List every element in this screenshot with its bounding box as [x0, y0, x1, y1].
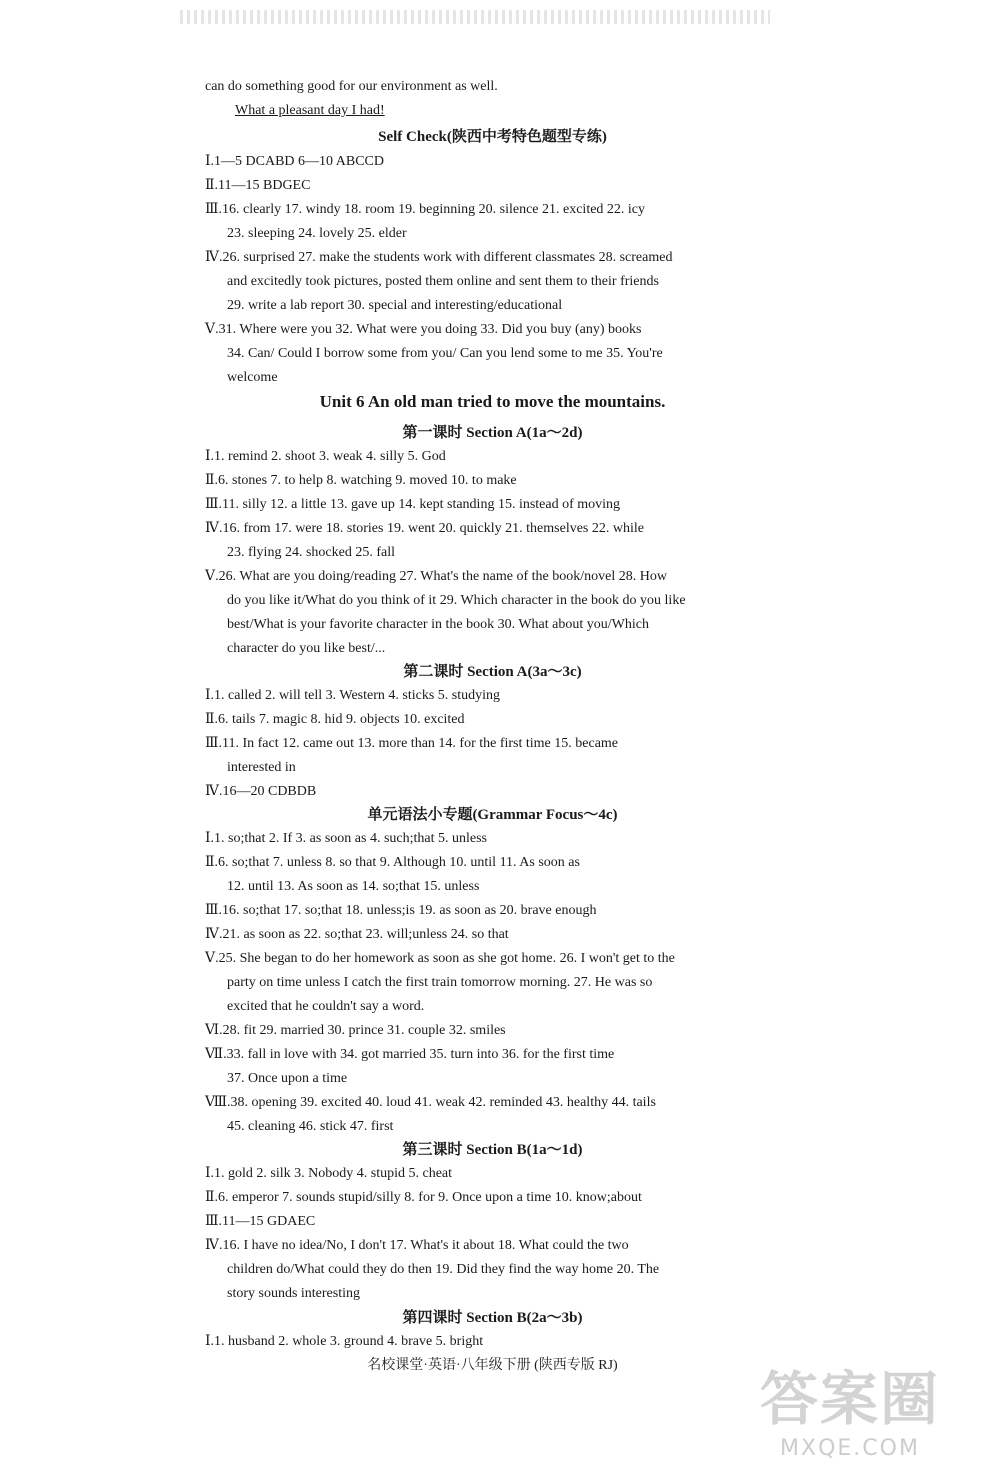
answer-line: Ⅰ.1—5 DCABD 6—10 ABCCD [205, 154, 384, 169]
answer-line: excited that he couldn't say a word. [227, 999, 425, 1014]
answer-line: Ⅳ.16—20 CDBDB [205, 784, 317, 799]
answer-line: Ⅲ.16. clearly 17. windy 18. room 19. beginning 20. silence 21. excited 22. icy [205, 202, 646, 217]
answer-line: and excitedly took pictures, posted them online and sent them to their friends [227, 274, 659, 289]
answer-line: 34. Can/ Could I borrow some from you/ Can you lend some to me 35. You're [227, 346, 663, 361]
self-check-title: Self Check(陕西中考特色题型专练) [378, 129, 607, 145]
watermark-url: MXQE.COM [780, 1436, 920, 1461]
lesson4-title: 第四课时 Section B(2a～3b) [402, 1310, 583, 1326]
answer-line: Ⅴ.26. What are you doing/reading 27. What's the name of the book/novel 28. How [205, 569, 667, 584]
answer-line: Ⅲ.11. In fact 12. came out 13. more than 14. for the first time 15. became [205, 736, 619, 751]
answer-line: Ⅲ.11. silly 12. a little 13. gave up 14. kept standing 15. instead of moving [205, 497, 621, 512]
answer-line: best/What is your favorite character in the book 30. What about you/Which [227, 617, 649, 632]
watermark [760, 1352, 940, 1461]
answer-line: Ⅰ.1. so;that 2. If 3. as soon as 4. such;that 5. unless [205, 831, 488, 846]
answer-line: children do/What could they do then 19. Did they find the way home 20. The [227, 1262, 660, 1277]
answer-line: Ⅳ.21. as soon as 22. so;that 23. will;unless 24. so that [205, 927, 509, 942]
answer-line: interested in [227, 760, 296, 775]
answer-line: Ⅴ.25. She began to do her homework as soon as she got home. 26. I won't get to the [205, 951, 675, 966]
answer-line: Ⅰ.1. remind 2. shoot 3. weak 4. silly 5. God [205, 449, 446, 464]
answer-line: Ⅵ.28. fit 29. married 30. prince 31. couple 32. smiles [205, 1023, 506, 1038]
answer-line: Ⅱ.6. emperor 7. sounds stupid/silly 8. for 9. Once upon a time 10. know;about [205, 1190, 642, 1205]
answer-line: Ⅰ.1. gold 2. silk 3. Nobody 4. stupid 5. cheat [205, 1166, 453, 1181]
lesson3-title: 第三课时 Section B(1a～1d) [402, 1142, 583, 1158]
answer-line: Ⅱ.6. so;that 7. unless 8. so that 9. Although 10. until 11. As soon as [205, 855, 580, 870]
answer-line: welcome [227, 370, 278, 385]
answer-line: Ⅶ.33. fall in love with 34. got married 35. turn into 36. for the first time [205, 1047, 615, 1062]
answer-line: 37. Once upon a time [227, 1071, 348, 1086]
answer-line: 29. write a lab report 30. special and interesting/educational [227, 298, 563, 313]
answer-line: Ⅷ.38. opening 39. excited 40. loud 41. weak 42. reminded 43. healthy 44. tails [205, 1095, 656, 1110]
answer-line: do you like it/What do you think of it 29. Which character in the book do you like [227, 593, 686, 608]
answer-line: Ⅱ.6. stones 7. to help 8. watching 9. moved 10. to make [205, 473, 517, 488]
unit-title: Unit 6 An old man tried to move the mountains. [319, 392, 666, 411]
answer-line: 23. sleeping 24. lovely 25. elder [227, 226, 407, 241]
lesson1-title: 第一课时 Section A(1a～2d) [402, 425, 583, 441]
scan-top-noise [180, 10, 770, 24]
watermark-brand: 答案圈 [759, 1365, 940, 1433]
answer-line: Ⅰ.1. husband 2. whole 3. ground 4. brave 5. bright [205, 1334, 484, 1349]
answer-line: Ⅲ.11—15 GDAEC [205, 1214, 316, 1229]
answer-line: Ⅱ.6. tails 7. magic 8. hid 9. objects 10. excited [205, 712, 465, 727]
answer-line: 23. flying 24. shocked 25. fall [227, 545, 395, 560]
answer-line: Ⅴ.31. Where were you 32. What were you doing 33. Did you buy (any) books [205, 322, 642, 337]
answer-line: 45. cleaning 46. stick 47. first [227, 1119, 394, 1134]
intro-line: can do something good for our environment as well. [205, 79, 498, 94]
answer-line: 12. until 13. As soon as 14. so;that 15. unless [227, 879, 480, 894]
lesson2-title: 第二课时 Section A(3a～3c) [403, 664, 582, 680]
answer-line: Ⅳ.16. I have no idea/No, I don't 17. What's it about 18. What could the two [205, 1238, 629, 1253]
answer-line: Ⅳ.26. surprised 27. make the students work with different classmates 28. screamed [205, 250, 673, 265]
answer-line: story sounds interesting [227, 1286, 360, 1301]
answer-line: character do you like best/... [227, 641, 386, 656]
answer-line: Ⅱ.11—15 BDGEC [205, 178, 311, 193]
grammar-title: 单元语法小专题(Grammar Focus～4c) [367, 807, 618, 823]
answer-line: Ⅰ.1. called 2. will tell 3. Western 4. sticks 5. studying [205, 688, 500, 703]
intro-line-underlined: What a pleasant day I had! [235, 103, 385, 118]
page-footer: 名校课堂·英语·八年级下册 (陕西专版 RJ) [367, 1358, 618, 1373]
answer-line: Ⅳ.16. from 17. were 18. stories 19. went 20. quickly 21. themselves 22. while [205, 521, 644, 536]
answer-line: Ⅲ.16. so;that 17. so;that 18. unless;is 19. as soon as 20. brave enough [205, 903, 597, 918]
answer-line: party on time unless I catch the first train tomorrow morning. 27. He was so [227, 975, 653, 990]
